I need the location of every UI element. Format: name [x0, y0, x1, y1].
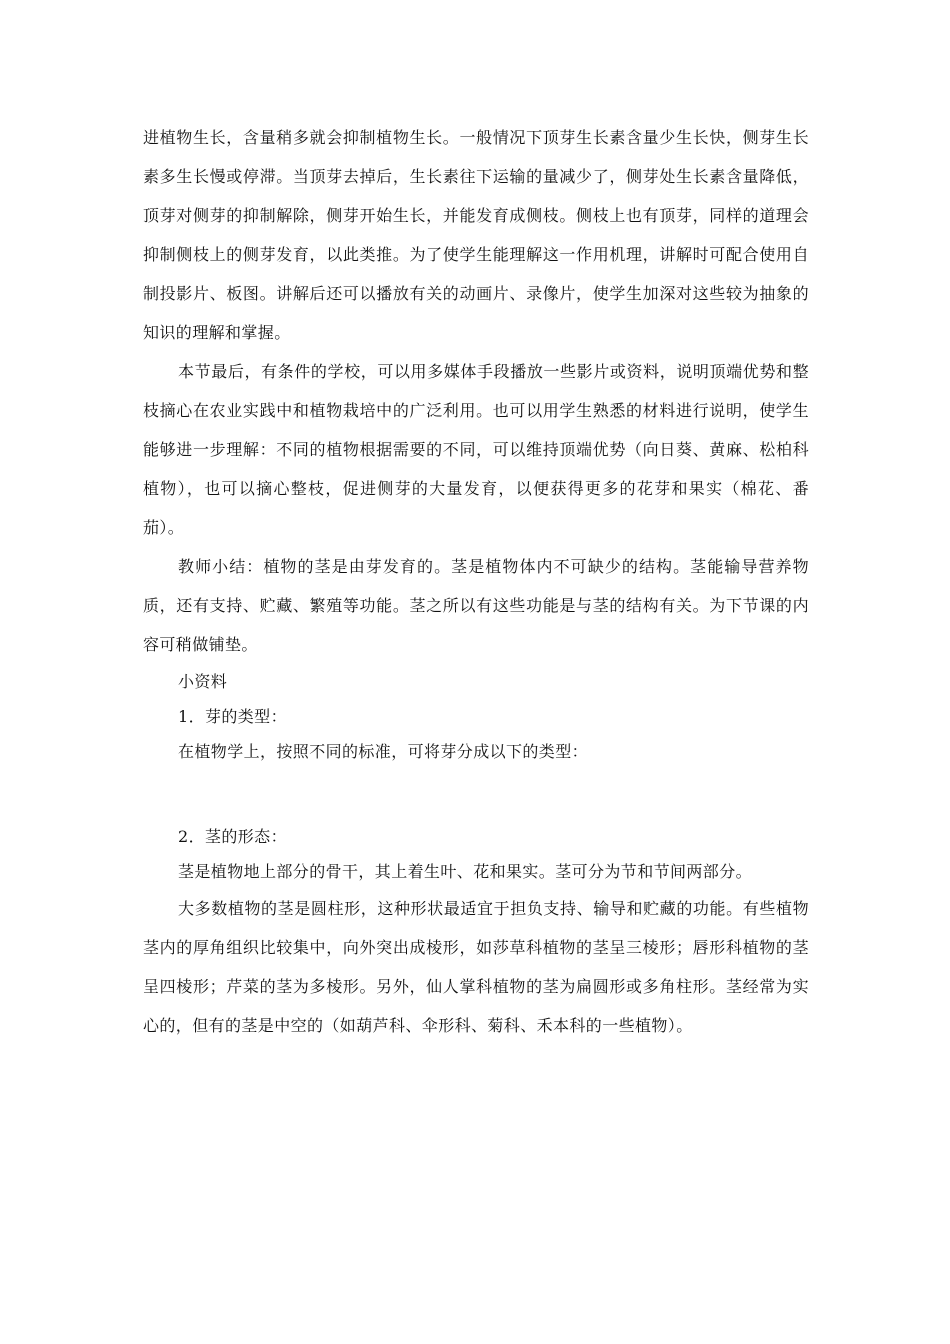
paragraph-bud-classification: 在植物学上，按照不同的标准，可将芽分成以下的类型：	[178, 742, 589, 761]
paragraph-stem-structure: 茎是植物地上部分的骨干，其上着生叶、花和果实。茎可分为节和节间两部分。	[178, 862, 753, 881]
paragraph-stem-shapes: 大多数植物的茎是圆柱形，这种形状最适宜于担负支持、输导和贮藏的功能。有些植物茎内的厚角组织比较集中，向外突出成棱形，如莎草科植物的茎呈三棱形；唇形科植物的茎呈四棱形；芹菜的茎为多棱形。另外，仙人掌科植物的茎为扁圆形或多角柱形。茎经常为实心的，但有的茎是中空的（如葫芦科、伞形科、菊科、禾本科的一些植物）。	[143, 899, 809, 1035]
heading-stem-morphology: 2．茎的形态：	[178, 827, 287, 846]
heading-supplementary-material: 小资料	[178, 672, 228, 691]
document-body	[143, 118, 809, 1045]
paragraph-apical-dominance-mechanism: 进植物生长，含量稍多就会抑制植物生长。一般情况下顶芽生长素含量少生长快，侧芽生长素多生长慢或停滞。当顶芽去掉后，生长素往下运输的量减少了，侧芽处生长素含量降低，顶芽对侧芽的抑制解除，侧芽开始生长，并能发育成侧枝。侧枝上也有顶芽，同样的道理会抑制侧枝上的侧芽发育，以此类推。为了使学生能理解这一作用机理，讲解时可配合使用自制投影片、板图。讲解后还可以播放有关的动画片、录像片，使学生加深对这些较为抽象的知识的理解和掌握。	[143, 128, 809, 342]
paragraph-teacher-summary: 教师小结：植物的茎是由芽发育的。茎是植物体内不可缺少的结构。茎能输导营养物质，还有支持、贮藏、繁殖等功能。茎之所以有这些功能是与茎的结构有关。为下节课的内容可稍做铺垫。	[143, 557, 809, 654]
heading-bud-types: 1．芽的类型：	[178, 707, 287, 726]
paragraph-summary-multimedia: 本节最后，有条件的学校，可以用多媒体手段播放一些影片或资料，说明顶端优势和整枝摘心在农业实践中和植物栽培中的广泛利用。也可以用学生熟悉的材料进行说明，使学生能够进一步理解：不同的植物根据需要的不同，可以维持顶端优势（向日葵、黄麻、松柏科植物），也可以摘心整枝，促进侧芽的大量发育，以便获得更多的花芽和果实（棉花、番茄）。	[143, 362, 809, 537]
blank-space	[143, 769, 809, 819]
